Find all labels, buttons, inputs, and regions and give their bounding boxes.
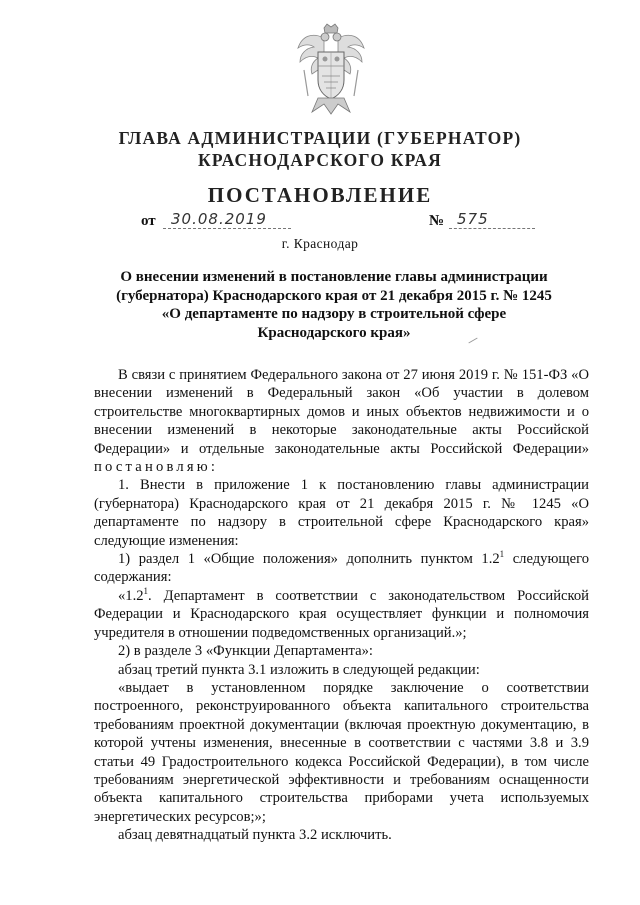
authority-title-line1: ГЛАВА АДМИНИСТРАЦИИ (ГУБЕРНАТОР) [118, 128, 522, 148]
clause-text-a: «1.2 [118, 587, 144, 604]
superscript: 1 [143, 586, 149, 597]
title-line: «О департаменте по надзору в строительной сфере [161, 306, 507, 322]
paragraph-new-wording: «выдает в установленном порядке заключение о соответствии построенного, реконструированного объекта капитального строительства требованиям проектной документации (включая проектную документацию, в которой учтены изменения, внесенные в соответствии с частями 3.8 и 3.9 статьи 49 Градостроительного кодекса Российской Федерации), в том числе требованиям энергетической эффективности и требованиям оснащенности объекта капитального строительства приборами учета используемых энергетических ресурсов;»; [94, 679, 589, 825]
date-value: 30.08.2019 [163, 210, 291, 229]
date-number-row [0, 210, 640, 232]
clause-text-b: . Департамент в соответствии с законодательством Российской Федерации и Краснодарского края осуществляет функции и полномочия учредителя в отношении подведомственных организаций.»; [94, 587, 589, 641]
decree-word: постановляю: [94, 459, 219, 476]
date-prefix: от [141, 213, 156, 229]
subitem-1-text-b: следующего содержания: [94, 551, 589, 586]
paragraph-preamble [94, 366, 589, 476]
document-body [94, 366, 589, 845]
paragraph-subitem-1 [94, 550, 589, 587]
number-prefix: № [429, 213, 445, 229]
city: г. Краснодар [281, 236, 359, 251]
paragraph-clause-1-2-1 [94, 587, 589, 642]
title-line: Краснодарского края» [257, 324, 411, 341]
paragraph-abzac-3: абзац третий пункта 3.1 изложить в следующей редакции: [118, 661, 480, 678]
coat-of-arms-icon [294, 22, 368, 116]
subitem-1-text-a: 1) раздел 1 «Общие положения» дополнить пунктом 1.2 [118, 551, 500, 568]
preamble-text: В связи с принятием Федерального закона от 27 июня 2019 г. № 151-ФЗ «О внесении изменений в Федеральный закон «Об участии в долевом строительстве многоквартирных домов и иных объектов недвижимости и о внесении изменений в некоторые законодательные акты Российской Федерации» и отдельные законодательные акты Российской Федерации» [94, 367, 589, 457]
number-value: 575 [449, 210, 535, 229]
title-line: (губернатора) Краснодарского края от 21 декабря 2015 г. № 1245 [116, 287, 552, 304]
paragraph-abzac-19: абзац девятнадцатый пункта 3.2 исключить. [118, 827, 392, 844]
superscript: 1 [499, 549, 505, 560]
authority-title-line2: КРАСНОДАРСКОГО КРАЯ [198, 150, 442, 170]
coat-of-arms-emblem [294, 22, 368, 116]
paragraph-item-1: 1. Внести в приложение 1 к постановлению главы администрации (губернатора) Краснодарского края от 21 декабря 2015 г. № 1245 «О департаменте по надзору в строительной сфере Краснодарского края» следующие изменения: [94, 477, 589, 549]
document-type: ПОСТАНОВЛЕНИЕ [207, 183, 433, 207]
paragraph-subitem-2: 2) в разделе 3 «Функции Департамента»: [118, 643, 373, 660]
document-title [100, 268, 568, 342]
title-line: О внесении изменений в постановление главы администрации [120, 269, 548, 285]
